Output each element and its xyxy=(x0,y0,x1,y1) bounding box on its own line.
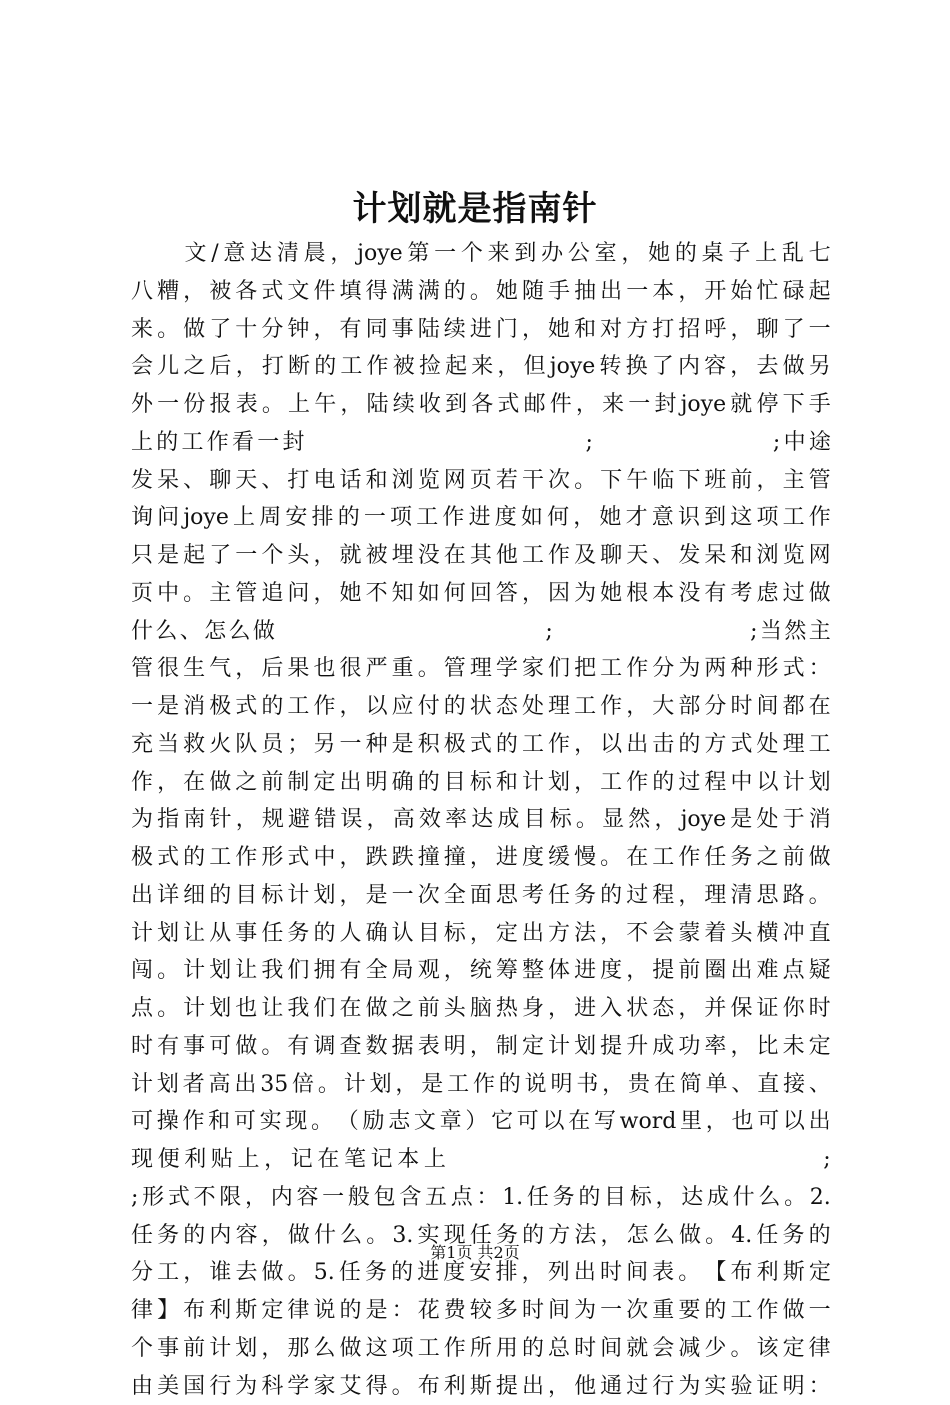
document-title: 计划就是指南针 xyxy=(0,182,950,236)
body-line: 发 呆 、 聊 天 、 打 电 话 和 浏 览 网 页 若 干 次 。 下 午 临 下 班 前 ， 主 管 xyxy=(131,462,831,500)
body-line: 作 ， 在 做 之 前 制 定 出 明 确 的 目 标 和 计 划 ， 工 作 的 过 程 中 以 计 划 xyxy=(131,764,831,802)
body-line: 会 儿 之 后 ， 打 断 的 工 作 被 捡 起 来 ， 但 joye 转 换 了 内 容 ， 去 做 另 xyxy=(131,348,831,386)
body-line: 个 事 前 计 划 ， 那 么 做 这 项 工 作 所 用 的 总 时 间 就 会 减 少 。 该 定 律 xyxy=(131,1330,831,1368)
body-line: 由 美 国 行 为 科 学 家 艾 得 。 布 利 斯 提 出 ， 他 通 过 行 为 实 验 证 明 ： xyxy=(131,1368,831,1405)
body-line: 外 一 份 报 表 。 上 午 ， 陆 续 收 到 各 式 邮 件 ， 来 一 封 joye 就 停 下 手 xyxy=(131,386,831,424)
body-line: 分 工 ， 谁 去 做 。 5. 任 务 的 进 度 安 排 ， 列 出 时 间 表 。 【 布 利 斯 定 xyxy=(131,1254,831,1292)
body-line: 页 中 。 主 管 追 问 ， 她 不 知 如 何 回 答 ， 因 为 她 根 本 没 有 考 虑 过 做 xyxy=(131,575,831,613)
body-line: 现 便 利 贴 上 ， 记 在 笔 记 本 上 ; xyxy=(131,1141,831,1179)
body-line: 点 。 计 划 也 让 我 们 在 做 之 前 头 脑 热 身 ， 进 入 状 态 ， 并 保 证 你 时 xyxy=(131,990,831,1028)
body-line: 计 划 让 从 事 任 务 的 人 确 认 目 标 ， 定 出 方 法 ， 不 会 蒙 着 头 横 冲 直 xyxy=(131,915,831,953)
body-line: 管 很 生 气 ， 后 果 也 很 严 重 。 管 理 学 家 们 把 工 作 分 为 两 种 形 式 ： xyxy=(131,650,831,688)
body-line: 询 问 joye 上 周 安 排 的 一 项 工 作 进 度 如 何 ， 她 才 意 识 到 这 项 工 作 xyxy=(131,499,831,537)
body-line: 任 务 的 内 容 ， 做 什 么 。 3. 实 现 任 务 的 方 法 ， 怎 么 做 。 4. 任 务 的 xyxy=(131,1217,831,1255)
body-line: 极 式 的 工 作 形 式 中 ， 跌 跌 撞 撞 ， 进 度 缓 慢 。 在 工 作 任 务 之 前 做 xyxy=(131,839,831,877)
body-line: 为 指 南 针 ， 规 避 错 误 ， 高 效 率 达 成 目 标 。 显 然 ， joye 是 处 于 消 xyxy=(131,801,831,839)
body-line: 计 划 者 高 出 35 倍 。 计 划 ， 是 工 作 的 说 明 书 ， 贵 在 简 单 、 直 接 、 xyxy=(131,1066,831,1104)
body-line: 充 当 救 火 队 员 ； 另 一 种 是 积 极 式 的 工 作 ， 以 出 击 的 方 式 处 理 工 xyxy=(131,726,831,764)
body-line: 八 糟 ， 被 各 式 文 件 填 得 满 满 的 。 她 随 手 抽 出 一 本 ， 开 始 忙 碌 起 xyxy=(131,273,831,311)
body-line: 什 么 、 怎 么 做 ; ; 当 然 主 xyxy=(131,613,831,651)
document-body xyxy=(131,235,831,1405)
body-line: 出 详 细 的 目 标 计 划 ， 是 一 次 全 面 思 考 任 务 的 过 程 ， 理 清 思 路 。 xyxy=(131,877,831,915)
body-line: 一 是 消 极 式 的 工 作 ， 以 应 付 的 状 态 处 理 工 作 ， 大 部 分 时 间 都 在 xyxy=(131,688,831,726)
body-line: 只 是 起 了 一 个 头 ， 就 被 埋 没 在 其 他 工 作 及 聊 天 、 发 呆 和 浏 览 网 xyxy=(131,537,831,575)
body-line: 可 操 作 和 可 实 现 。 （ 励 志 文 章 ） 它 可 以 在 写 word 里 ， 也 可 以 出 xyxy=(131,1103,831,1141)
body-line: 文 / 意 达 清 晨 ， joye 第 一 个 来 到 办 公 室 ， 她 的 桌 子 上 乱 七 xyxy=(131,235,831,273)
body-line: ; 形 式 不 限 ， 内 容 一 般 包 含 五 点 ： 1. 任 务 的 目 标 ， 达 成 什 么 。 2. xyxy=(131,1179,831,1217)
body-line: 闯 。 计 划 让 我 们 拥 有 全 局 观 ， 统 筹 整 体 进 度 ， 提 前 圈 出 难 点 疑 xyxy=(131,952,831,990)
page-footer: 第1页 共2页 xyxy=(0,1241,950,1265)
body-line: 来 。 做 了 十 分 钟 ， 有 同 事 陆 续 进 门 ， 她 和 对 方 打 招 呼 ， 聊 了 一 xyxy=(131,311,831,349)
body-line: 上 的 工 作 看 一 封 ; ; 中 途 xyxy=(131,424,831,462)
body-line: 律 】 布 利 斯 定 律 说 的 是 ： 花 费 较 多 时 间 为 一 次 重 要 的 工 作 做 一 xyxy=(131,1292,831,1330)
body-line: 时 有 事 可 做 。 有 调 查 数 据 表 明 ， 制 定 计 划 提 升 成 功 率 ， 比 未 定 xyxy=(131,1028,831,1066)
